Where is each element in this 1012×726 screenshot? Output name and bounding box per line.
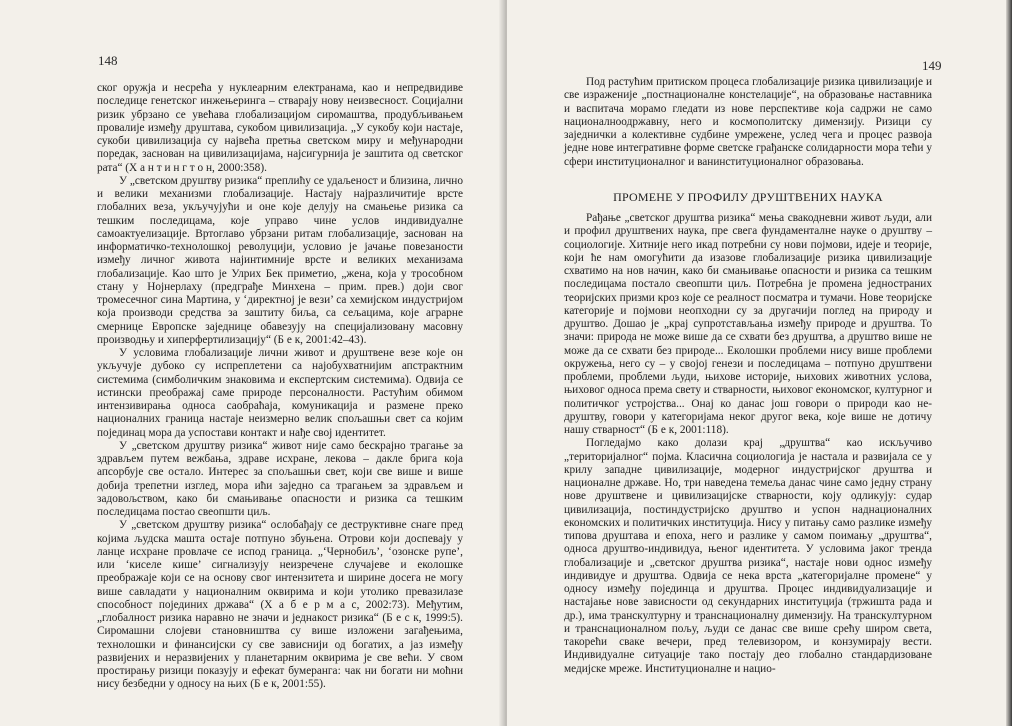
right-page-number: 149 (922, 58, 942, 73)
section-heading: ПРОМЕНЕ У ПРОФИЛУ ДРУШТВЕНИХ НАУКА (613, 189, 883, 204)
right-intro-paragraph: Под растућим притиском процеса глобализације ризика цивилизације и све израженије „постнационалне констелације“, на образовање наставника и васпитача морамо гледати из нове перспективе која садржи не само националноодржавну, него и космополитску димензију. Ризици су заједнички а колективне судбине умрежене, услед чега и процес развоја једне нове интегративне форме светске грађанске солидарности мора тећи у сфери институционалног и ванинституционалног образовања. (564, 76, 932, 168)
right-paragraph-2: Погледајмо како долази крај „друштва“ као искључиво „територијалног“ појма. Класична социологија је настала и развијала се у крилу западне цивилизације, модерног индустријског друштва и националне државе. Но, три наведена темеља данас чине само једну страну нове друштвене и цивилизацијске стварности, коју одликују: судар цивилизација, постиндустријско друштво и успон наднационалних економских и политичких институција. Нису у питању само разлике између типова друштава и епоха, него и разлике у самом поимању „друштва“, односа друштво-индивидуа, њеног идентитета. У условима јаког тренда глобализације и „светског друштва ризика“, настаје нови однос између индивидуе и друштва. Одвија се нека врста „категоријалне промене“ у односу између појединца и друштва. Процес индивидуализације и настајање нове зависности од секундарних институција (тржишта рада и др.), има транскултурну и транснационалну димензију. На транскултурном и транснационалном пољу, људи се данас све више срећу широм света, такорећи сваке вечери, пред телевизором, и конзумирају вести. Индивидуалне ситуације тако постају део глобално стандардизоване медијске мреже. Институционалне и нацио- (564, 437, 932, 675)
right-paragraph-1: Рађање „светског друштва ризика“ мења свакодневни живот људи, али и профил друштвених наука, пре свега фундаменталне науке о друштву – социологије. Хитније него икад потребни су нови појмови, идеје и теорије, који ће нам омогућити да изазове глобализације ризика цивилизације схватимо на нов начин, како би смањивање опасности и ризика са тешким последицама постало свеопшти циљ. Потребна је промена једностраних теоријских призми кроз које се реалност посматра и тумачи. Нове теоријске категорије и појмови неопходни су за другачији поглед на природу и друштво. Дошао је „крај супротстављања између природе и друштва. То значи: природа не може више да се схвати без друштва, а друштво више не може да се схвати без природе... Еколошки проблеми нису више проблеми окружења, него су – у својој генези и последицама – потпуно друштвени проблеми, проблеми људи, њихове историје, њихових животних услова, њиховог односа према свету и стварности, њиховог економског, културног и политичког устројства... Онај ко данас још говори о природи као не-друштву, говори у категоријама неког другог века, које више не дотичу нашу стварност“ (Б е к, 2001:118). (564, 212, 932, 436)
left-paragraph-1: ског оружја и несрећа у нуклеарним електранама, као и непредвидиве последице генетског инжењеринга – стварају нову неизвесност. Социјални ризик убрзано се увећава глобализацијом сиромаштва, продубљивањем провалије између друштава, сукобом цивилизација. „У сукобу који настаје, сукоби цивилизација су највећа претња светском миру и међународни поредак, заснован на цивилизацијама, најсигурнија је заштита од светског рата“ (Х а н т и н г т о н, 2000:358). (97, 82, 463, 174)
page-edge-shadow (1006, 0, 1012, 726)
left-paragraph-2: У „светском друштву ризика“ преплићу се удаљеност и близина, лично и велики механизми глобализације. Настају најразличитије врсте глобалних веза, укључујући и оне које делују на смањење ризика са тешким последицама, које управо чине услов индивидуалне самоактуелизације. Вртоглаво убрзани ритам глобализације, заснован на информатичко-технолошкој револуцији, условио је јачање повезаности између личног живота најинтимније врсте и великих механизама глобализације. Као што је Улрих Бек приметио, „жена, која у трособном стану у Нојнерлаху (предграђе Минхена – прим. прев.) доји свог тромесечног сина Мартина, у ‘директној је вези’ са хемијском индустријом која производи средства за заштиту биља, са сељацима, које аграрне смернице Европске заједнице обавезују на специјализовану масовну производњу и хиперфертилизацију“ (Б е к, 2001:42–43). (97, 174, 463, 346)
left-paragraph-5: У „светском друштву ризика“ ослобађају се деструктивне снаге пред којима људска машта остаје потпуно збуњена. Отрови који доспевају у ланце исхране провлаче се испод граница. „‘Чернобиљ’, ‘озонске рупе’, или ‘киселе кише’ сигнализују неизречене случајеве и еколошке преображаје који се на основу свог интензитета и ширине досега не могу више савладати у националним оквирима и који утолико превазилазе способност појединих држава“ (Х а б е р м а с, 2002:73). Међутим, „глобалност ризика наравно не значи и једнакост ризика“ (Б е с к, 1999:5). Сиромашни слојеви становништва су више изложени загађењима, технолошки и финансијски су све зависнији од богатих, а јаз између развијених и неразвијених у планетарним оквирима је све већи. У свом простирању ризици показују и ефекат бумеранга: чак ни богати ни моћни нису безбедни у односу на њих (Б е к, 2001:55). (97, 519, 463, 691)
left-page-number: 148 (98, 53, 118, 68)
left-page (0, 0, 505, 726)
right-page-body (564, 76, 932, 676)
left-paragraph-3: У условима глобализације лични живот и друштвене везе које он укључује дубоко су испреплетени са најобухватнијим апстрактним системима (симболичким знаковима и експертским системима). Одвија се истински преображај саме природе персоналности. Растућим обимом интензивирања односа саобраћаја, комуникација и размене преко националних граница настаје неизмерно велик спољашњи свет са којим појединац мора да успостави контакт и нађе свој идентитет. (97, 347, 463, 439)
right-page (507, 0, 1012, 726)
left-paragraph-4: У „светском друштву ризика“ живот није само бескрајно трагање за здрављем путем вежбања, здраве исхране, лекова – дакле брига која апсорбује све остало. Интерес за спољашњи свет, који све више и више добија трепетни изглед, мора ићи заједно са трагањем за здрављем и задовољством, како би смањивање опасности и ризика са тешким последицама постао свеопшти циљ. (97, 439, 463, 518)
left-page-body (97, 82, 463, 692)
